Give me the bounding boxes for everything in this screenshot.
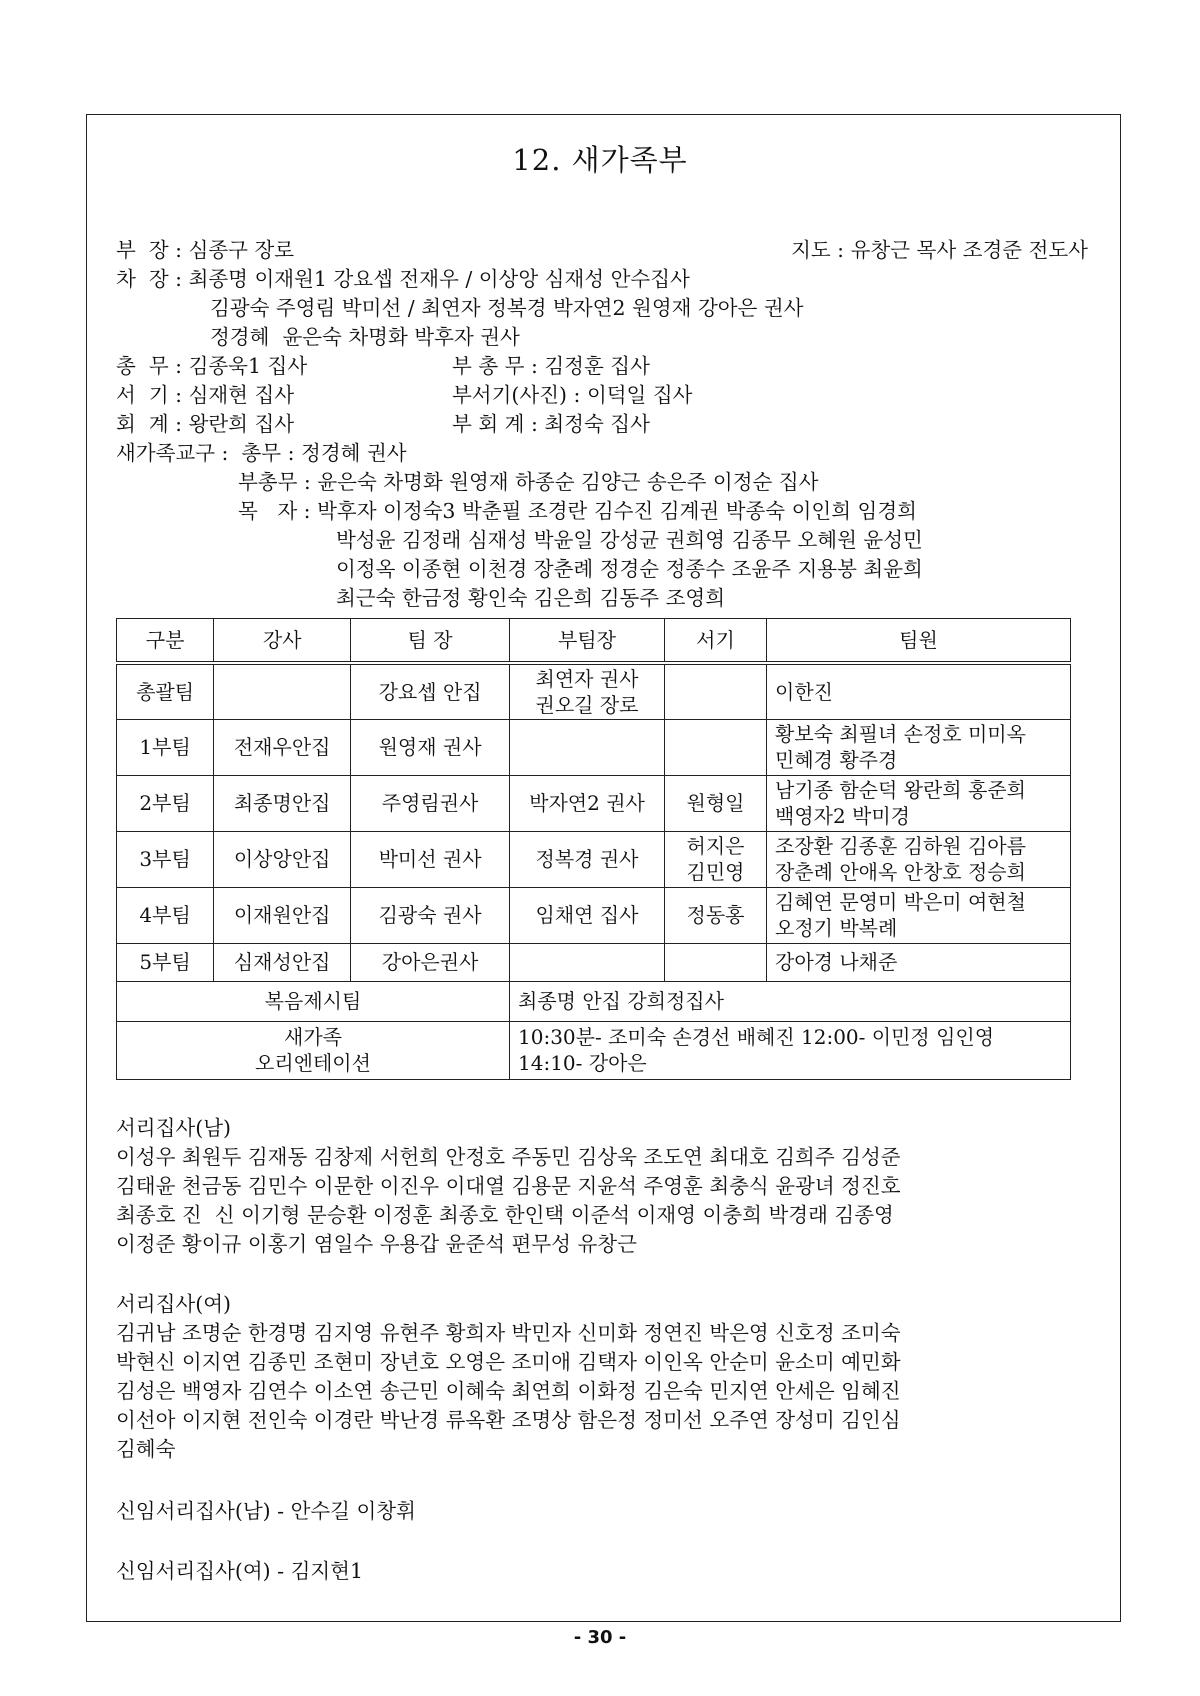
- header-deputy: 차 장 : 최종명 이재원1 강요셉 전재우 / 이상앙 심재성 안수집사: [116, 267, 690, 291]
- section-heading: 서리집사(남): [116, 1116, 232, 1140]
- cell-group: 3부팀: [117, 831, 214, 887]
- cell-line: 김혜연 문영미 박은미 여현철: [775, 890, 1026, 914]
- cell-group: 1부팀: [117, 719, 214, 775]
- cell-group: 총괄팀: [117, 663, 214, 719]
- cell-members: [767, 663, 1071, 719]
- cell-teacher: 심재성안집: [214, 943, 351, 981]
- table-row-orientation: [117, 1021, 1071, 1079]
- header-secretary: 서 기 : 심재현 집사: [116, 383, 295, 407]
- cell-teacher: 이재원안집: [214, 887, 351, 943]
- female-deacons-section: [116, 1290, 901, 1464]
- col-header: 부팀장: [510, 619, 665, 664]
- cell-line: 김민영: [686, 860, 745, 884]
- table-row: [117, 943, 1071, 981]
- table-header-row: [117, 619, 1071, 664]
- cell-clerk: 원형일: [665, 775, 767, 831]
- cell-orientation-value: [510, 1021, 1071, 1079]
- name-line: 이선아 이지현 전인숙 이경란 박난경 류옥환 조명상 함은정 정미선 오주연 장성미 김인심: [116, 1408, 901, 1432]
- name-line: 박현신 이지연 김종민 조현미 장년호 오영은 조미애 김택자 이인옥 안순미 윤소미 예민화: [116, 1350, 901, 1374]
- table-row: [117, 775, 1071, 831]
- new-female-deacons: 신임서리집사(여) - 김지현1: [116, 1559, 364, 1583]
- col-header: 강사: [214, 619, 351, 664]
- cell-line: 권오길 장로: [535, 692, 639, 717]
- header-general: 총 무 : 김종욱1 집사: [116, 354, 308, 378]
- cell-gospel-value: 최종명 안집 강희정집사: [510, 981, 1071, 1021]
- cell-line: 백영자2 박미경: [775, 804, 911, 828]
- cell-subleader: 임채연 집사: [510, 887, 665, 943]
- cell-gospel-label: 복음제시팀: [117, 981, 510, 1021]
- male-deacons-section: [116, 1114, 901, 1259]
- cell-line: 조장환 김종훈 김하원 김아름: [775, 834, 1026, 858]
- cell-line: 남기종 함순덕 왕란희 홍준희: [775, 778, 1026, 802]
- cell-line: 최연자 권사: [535, 666, 639, 691]
- cell-members: [767, 775, 1071, 831]
- name-line: 이정준 황이규 이홍기 염일수 우용갑 윤준석 편무성 유창근: [116, 1232, 637, 1256]
- col-header: 서기: [665, 619, 767, 664]
- name-line: 이성우 최원두 김재동 김창제 서헌희 안정호 주동민 김상욱 조도연 최대호 김희주 김성준: [116, 1145, 901, 1169]
- header-head: 부 장 : 심종구 장로: [116, 238, 295, 262]
- cell-clerk: 정동홍: [665, 887, 767, 943]
- cell-line: 오정기 박복례: [775, 916, 898, 940]
- cell-line: 이한진: [775, 679, 833, 704]
- cell-line: 새가족: [284, 1025, 342, 1049]
- cell-leader: 강요셉 안집: [351, 663, 510, 719]
- cell-teacher: 전재우안집: [214, 719, 351, 775]
- cell-members: [767, 887, 1071, 943]
- cell-subleader: [510, 663, 665, 719]
- team-table: [116, 618, 1071, 1080]
- table-row: [117, 663, 1071, 719]
- cell-teacher: 최종명안집: [214, 775, 351, 831]
- page-title: 12. 새가족부: [512, 143, 688, 177]
- cell-line: 황보숙 최필녀 손정호 미미옥: [775, 722, 1026, 746]
- header-shepherds: 목 자 : 박후자 이정숙3 박춘필 조경란 김수진 김계권 박종숙 이인희 임경희: [238, 499, 917, 523]
- cell-line: 민혜경 황주경: [775, 748, 898, 772]
- header-deputy-cont2: 정경혜 윤은숙 차명화 박후자 권사: [210, 325, 520, 349]
- name-line: 김태윤 천금동 김민수 이문한 이진우 이대열 김용문 지윤석 주영훈 최충식 윤광녀 정진호: [116, 1174, 901, 1198]
- header-parish: 새가족교구 : 총무 : 정경혜 권사: [116, 441, 407, 465]
- table-row-gospel: [117, 981, 1071, 1021]
- header-director: 지도 : 유창근 목사 조경준 전도사: [791, 238, 1088, 262]
- cell-members: 강아경 나채준: [767, 943, 1071, 981]
- cell-members: [767, 719, 1071, 775]
- cell-subleader: [510, 719, 665, 775]
- cell-members: [767, 831, 1071, 887]
- col-header: 팀 장: [351, 619, 510, 664]
- cell-subleader: 정복경 권사: [510, 831, 665, 887]
- cell-subleader: 박자연2 권사: [510, 775, 665, 831]
- page-number: - 30 -: [573, 1627, 627, 1648]
- header-treasurer: 회 계 : 왕란희 집사: [116, 412, 295, 436]
- header-vice-secretary: 부서기(사진) : 이덕일 집사: [452, 383, 693, 407]
- table-row: [117, 831, 1071, 887]
- header-vice-treasurer: 부 회 계 : 최정숙 집사: [452, 412, 650, 436]
- cell-leader: 김광숙 권사: [351, 887, 510, 943]
- cell-clerk: [665, 719, 767, 775]
- cell-clerk: [665, 663, 767, 719]
- section-heading: 서리집사(여): [116, 1292, 232, 1316]
- cell-teacher: [214, 663, 351, 719]
- header-shepherds-cont2: 이정옥 이종현 이천경 장춘례 정경순 정종수 조윤주 지용봉 최윤희: [336, 557, 923, 581]
- table-row: [117, 887, 1071, 943]
- header-deputy-cont1: 김광숙 주영림 박미선 / 최연자 정복경 박자연2 원영재 강아은 권사: [210, 296, 804, 320]
- cell-group: 4부팀: [117, 887, 214, 943]
- cell-leader: 원영재 권사: [351, 719, 510, 775]
- cell-line: 14:10- 강아은: [518, 1051, 647, 1075]
- new-male-deacons: 신임서리집사(남) - 안수길 이창휘: [116, 1499, 416, 1523]
- header-parish-vice: 부총무 : 윤은숙 차명화 원영재 하종순 김양근 송은주 이정순 집사: [238, 470, 819, 494]
- cell-leader: 강아은권사: [351, 943, 510, 981]
- cell-line: 10:30분- 조미숙 손경선 배혜진 12:00- 이민정 임인영: [518, 1025, 995, 1049]
- cell-line: 허지은: [686, 834, 745, 858]
- table-row: [117, 719, 1071, 775]
- cell-subleader: [510, 943, 665, 981]
- cell-orientation-label: [117, 1021, 510, 1079]
- cell-group: 5부팀: [117, 943, 214, 981]
- cell-clerk: [665, 831, 767, 887]
- name-line: 최종호 진 신 이기형 문승환 이정훈 최종호 한인택 이준석 이재영 이충희 박경래 김종영: [116, 1203, 894, 1227]
- header-vice-general: 부 총 무 : 김정훈 집사: [452, 354, 650, 378]
- cell-line: 오리엔테이션: [255, 1051, 371, 1075]
- name-line: 김성은 백영자 김연수 이소연 송근민 이혜숙 최연희 이화정 김은숙 민지연 안세은 임혜진: [116, 1379, 901, 1403]
- header-shepherds-cont3: 최근숙 한금정 황인숙 김은희 김동주 조영희: [336, 586, 726, 610]
- cell-leader: 박미선 권사: [351, 831, 510, 887]
- cell-teacher: 이상앙안집: [214, 831, 351, 887]
- name-line: 김귀남 조명순 한경명 김지영 유현주 황희자 박민자 신미화 정연진 박은영 신호정 조미숙: [116, 1321, 901, 1345]
- cell-line: 장춘례 안애옥 안창호 정승희: [775, 860, 1026, 884]
- col-header: 팀원: [767, 619, 1071, 664]
- header-shepherds-cont1: 박성윤 김정래 심재성 박윤일 강성균 권희영 김종무 오혜원 윤성민: [336, 528, 923, 552]
- cell-leader: 주영림권사: [351, 775, 510, 831]
- col-header: 구분: [117, 619, 214, 664]
- cell-clerk: [665, 943, 767, 981]
- name-line: 김혜숙: [116, 1437, 176, 1461]
- cell-group: 2부팀: [117, 775, 214, 831]
